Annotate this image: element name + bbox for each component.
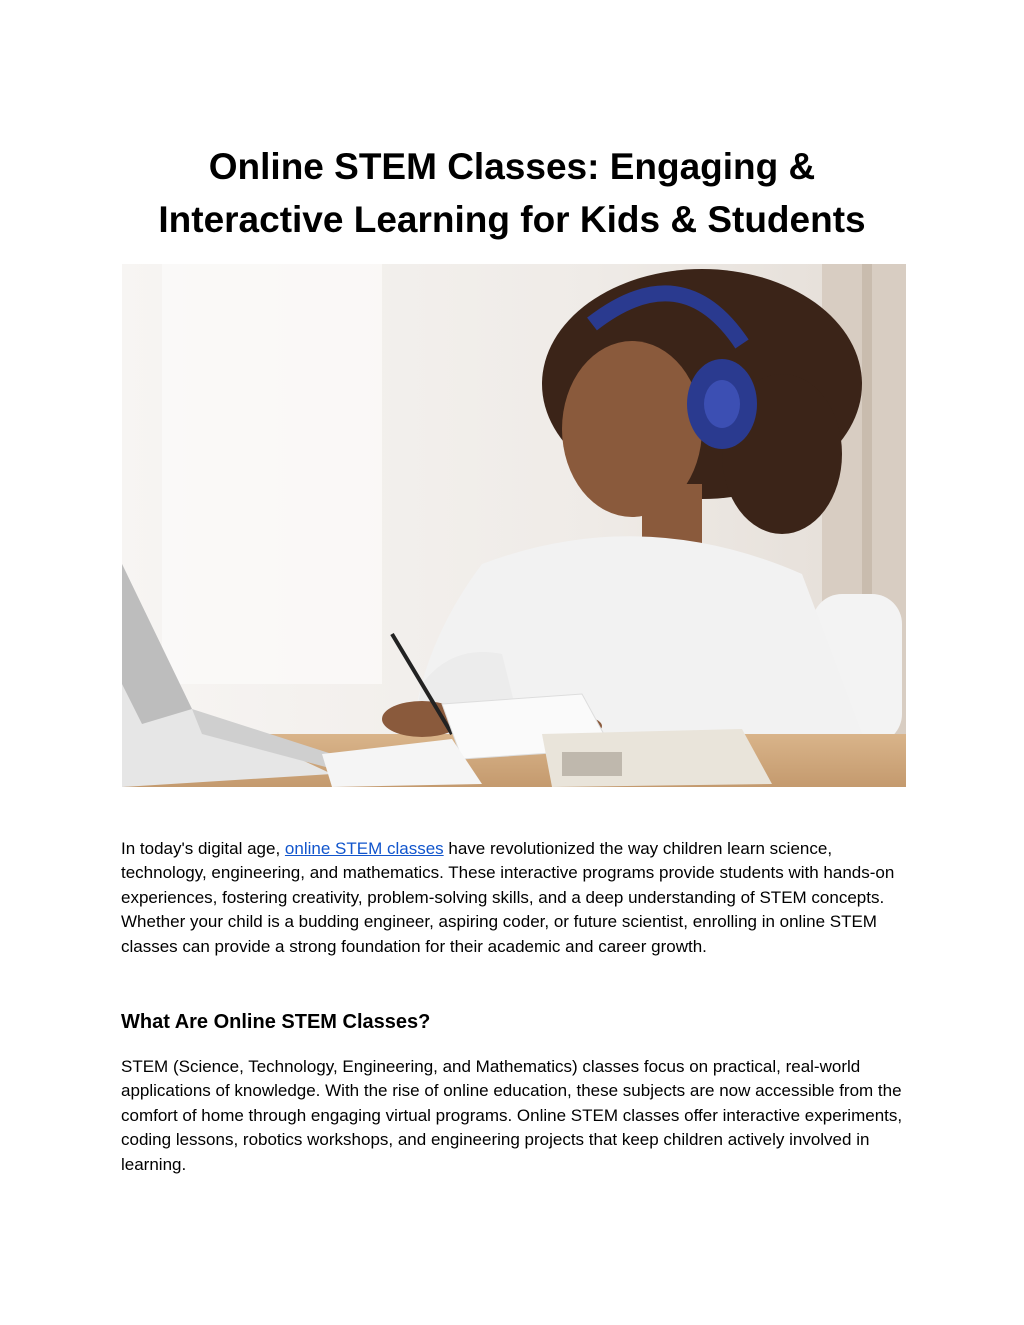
intro-text-before-link: In today's digital age, bbox=[121, 839, 285, 858]
hero-photo-girl-with-headphones-at-laptop bbox=[122, 264, 906, 787]
section-heading-what-are-online-stem-classes: What Are Online STEM Classes? bbox=[121, 1011, 431, 1033]
intro-paragraph bbox=[121, 837, 911, 959]
article-title bbox=[100, 140, 924, 246]
article-title-line-2: Interactive Learning for Kids & Students bbox=[158, 199, 866, 240]
section-paragraph: STEM (Science, Technology, Engineering, and Mathematics) classes focus on practical, real-world applications of knowledge. With the rise of online education, these subjects are now accessible from the comfort of home through engaging virtual programs. Online STEM classes offer interactive experiments, coding lessons, robotics workshops, and engineering projects that keep children actively involved in learning. bbox=[121, 1057, 903, 1174]
article-title-line-1: Online STEM Classes: Engaging & bbox=[208, 146, 816, 187]
intro-text-after-link: have revolutionized the way children learn science, technology, engineering, and mathematics. These interactive programs provide students with hands-on experiences, fostering creativity, problem-solving skills, and a deep understanding of STEM concepts. Whether your child is a budding engineer, aspiring coder, or future scientist, enrolling in online STEM classes can provide a strong foundation for their academic and career growth. bbox=[121, 839, 895, 956]
online-stem-classes-link[interactable]: online STEM classes bbox=[284, 839, 444, 858]
